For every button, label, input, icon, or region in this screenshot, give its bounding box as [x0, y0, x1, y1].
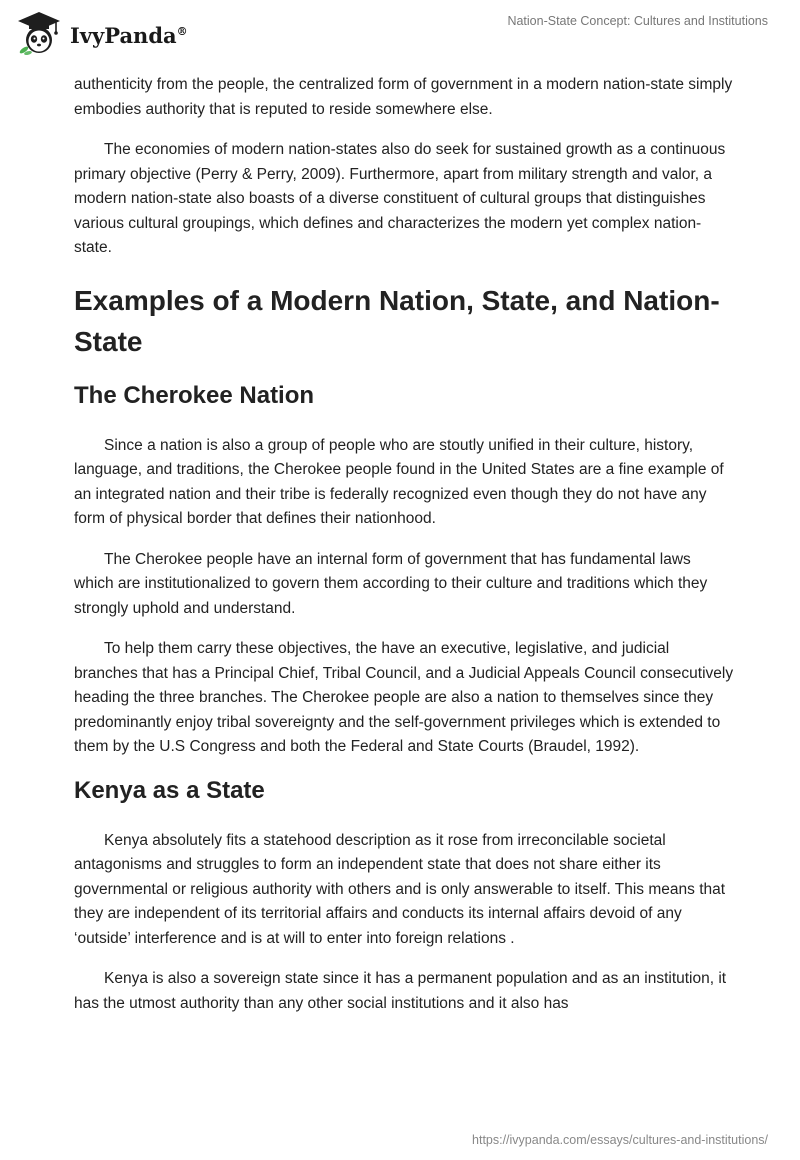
subsection-heading-kenya: Kenya as a State — [74, 776, 265, 804]
panda-graduate-icon — [14, 10, 64, 56]
section-heading: Examples of a Modern Nation, State, and Nation-State — [74, 284, 720, 357]
paragraph: To help them carry these objectives, the have an executive, legislative, and judicial branches that has a Principal Chief, Tribal Council, and a Judicial Appeals Council consecutively heading the three branches. The Cherokee people are also a nation to themselves since they predominantly enjoy tribal sovereignty and the self-government privileges which is extended to them by the U.S Congress and both the Federal and State Courts (Braudel, 1992). — [74, 640, 734, 755]
paragraph: Since a nation is also a group of people who are stoutly unified in their culture, history, language, and traditions, the Cherokee people found in the United States are a fine example of an integrated nation and their tribe is federally recognized even though they do not have any form of physical border that defines their nationhood. — [74, 436, 724, 527]
paragraph: Kenya is also a sovereign state since it has a permanent population and as an institution, it has the utmost authority than any other social institutions and it also has — [74, 970, 727, 1012]
essay-body — [74, 73, 734, 1032]
source-url[interactable]: https://ivypanda.com/essays/cultures-and-institutions/ — [472, 1133, 768, 1147]
paragraph: Kenya absolutely fits a statehood description as it rose from irreconcilable societal antagonisms and struggles to form an independent state that does not share either its governmental or religious authority with others and is only answerable to itself. This means that they are independent of its territorial affairs and conducts its internal affairs devoid of any ‘outside’ interference and is at will to enter into foreign relations . — [74, 831, 726, 947]
document-title: Nation-State Concept: Cultures and Institutions — [507, 14, 768, 28]
paragraph: The Cherokee people have an internal form of government that has fundamental laws which are institutionalized to govern them according to their culture and traditions which they strongly uphold and understand. — [74, 550, 708, 617]
ivypanda-logo[interactable] — [14, 10, 188, 56]
subsection-heading-cherokee: The Cherokee Nation — [74, 381, 315, 409]
brand-name: IvyPanda® — [70, 22, 188, 48]
paragraph: authenticity from the people, the centralized form of government in a modern nation-state simply embodies authority that is reputed to reside somewhere else. — [74, 76, 733, 118]
page-header — [0, 0, 800, 70]
paragraph: The economies of modern nation-states also do seek for sustained growth as a continuous primary objective (Perry & Perry, 2009). Furthermore, apart from military strength and valor, a modern nation-state also boasts of a diverse constituent of cultural groups that distinguishes various cultural groupings, which defines and characterizes the modern yet complex nation-state. — [74, 141, 726, 256]
